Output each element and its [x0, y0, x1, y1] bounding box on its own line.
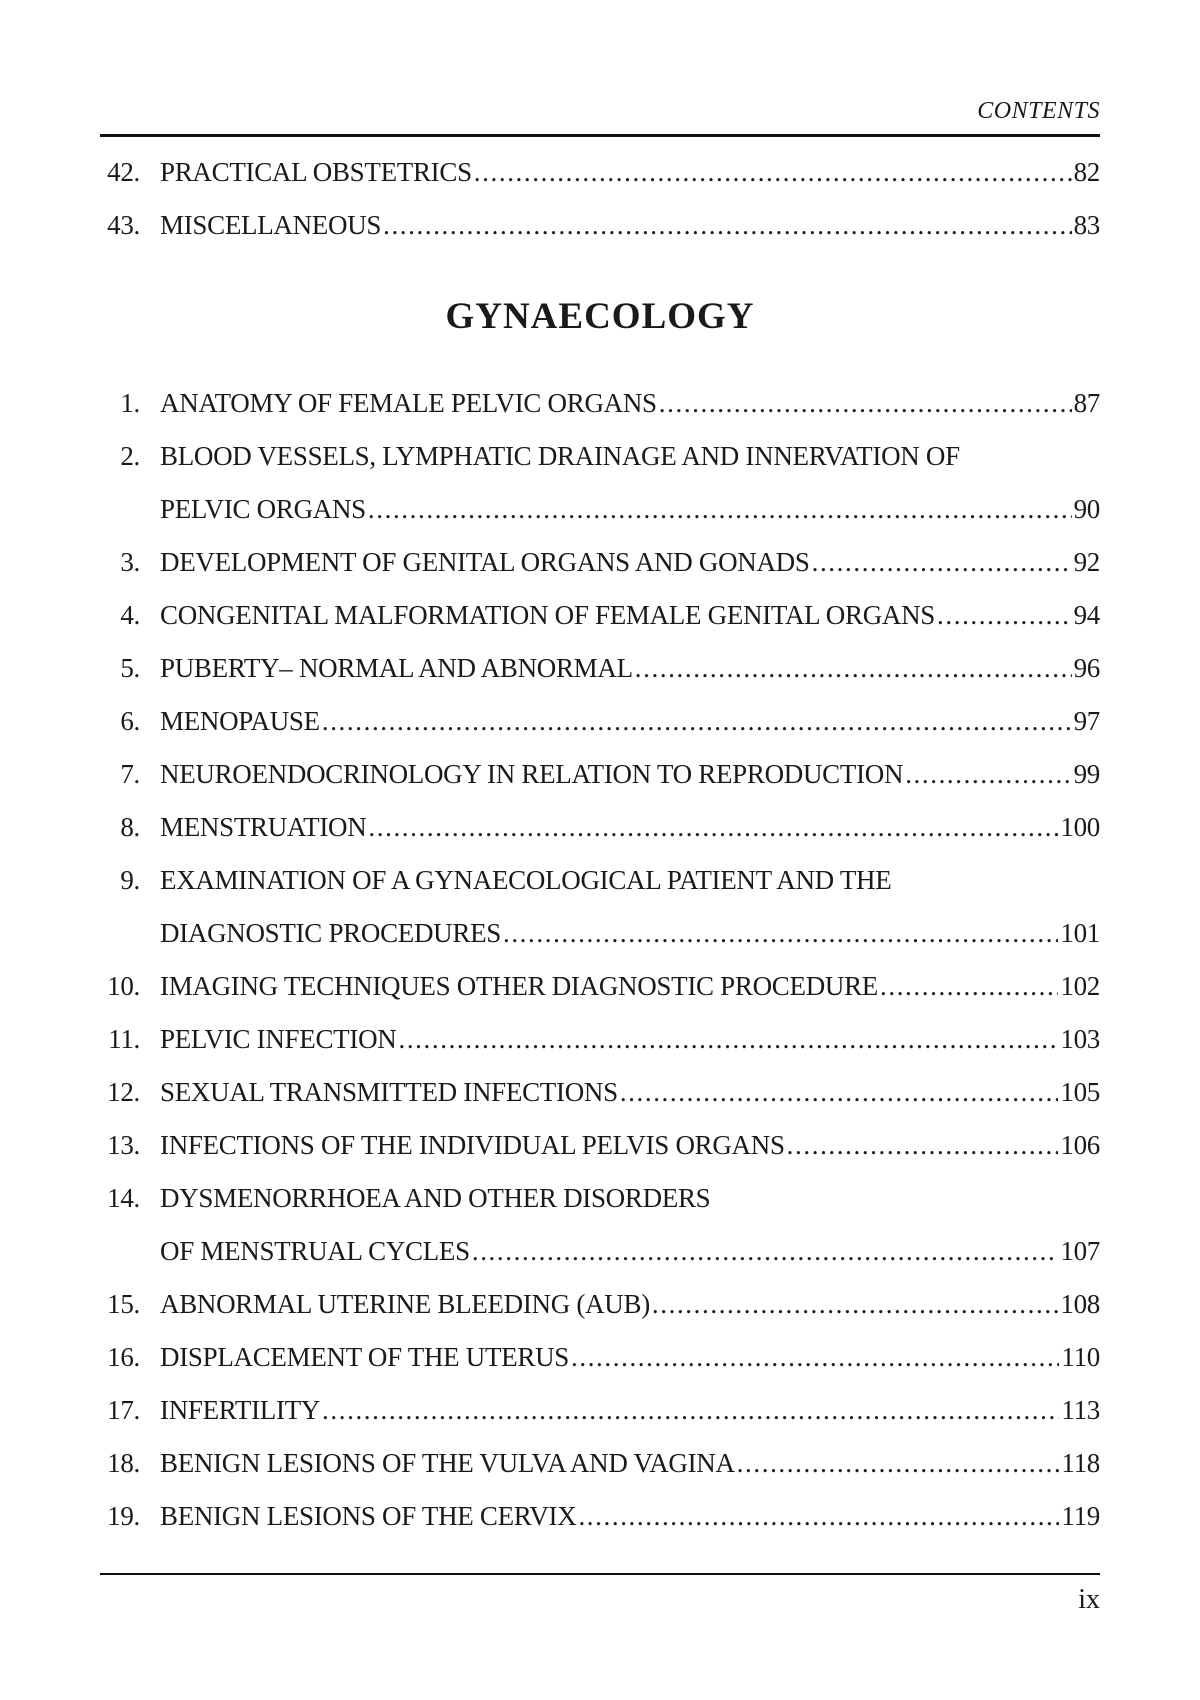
dot-leader	[905, 754, 1071, 794]
toc-entry-number: 1.	[120, 388, 140, 418]
toc-entry-page: 118	[1061, 1448, 1100, 1478]
dot-leader	[635, 648, 1072, 688]
toc-entry-number: 4.	[120, 600, 140, 630]
toc-entry-title: DIAGNOSTIC PROCEDURES	[160, 918, 501, 948]
dot-leader	[578, 1496, 1059, 1536]
toc-entry-title: CONGENITAL MALFORMATION OF FEMALE GENITAL ORGANS	[160, 600, 936, 630]
dot-leader	[880, 966, 1058, 1006]
toc-entry[interactable]	[100, 595, 1100, 635]
toc-entry[interactable]	[100, 1178, 1100, 1218]
toc-entry[interactable]	[100, 701, 1100, 741]
toc-entry-title: ANATOMY OF FEMALE PELVIC ORGANS	[160, 388, 657, 418]
toc-entry[interactable]	[100, 205, 1100, 245]
toc-entry-title: PELVIC INFECTION	[160, 1024, 397, 1054]
toc-entry-page: 82	[1073, 157, 1100, 187]
toc-entry-title: OF MENSTRUAL CYCLES	[160, 1236, 470, 1266]
toc-entry[interactable]	[100, 1125, 1100, 1165]
toc-entry-title: MENOPAUSE	[160, 706, 320, 736]
toc-entry-title: PRACTICAL OBSTETRICS	[160, 157, 472, 187]
toc-entry-number: 17.	[107, 1395, 140, 1425]
toc-entry-number: 2.	[120, 441, 140, 471]
dot-leader	[812, 542, 1072, 582]
toc-entry-title: SEXUAL TRANSMITTED INFECTIONS	[160, 1077, 618, 1107]
toc-entry-number: 42.	[107, 157, 140, 187]
toc-entry[interactable]	[100, 383, 1100, 423]
toc-entry-number: 6.	[120, 706, 140, 736]
toc-entry[interactable]	[100, 807, 1100, 847]
toc-entry-number: 18.	[107, 1448, 140, 1478]
toc-entry[interactable]	[100, 1072, 1100, 1112]
toc-entry-page: 97	[1073, 706, 1100, 736]
dot-leader	[474, 152, 1072, 192]
toc-entry-title: DISPLACEMENT OF THE UTERUS	[160, 1342, 569, 1372]
footer-rule	[100, 1573, 1100, 1575]
toc-entry-title: NEUROENDOCRINOLOGY IN RELATION TO REPRODUCTION	[160, 759, 904, 789]
toc-entry-page: 96	[1073, 653, 1100, 683]
dot-leader	[322, 701, 1072, 741]
toc-entry-page: 103	[1060, 1024, 1100, 1054]
toc-entry-number: 43.	[107, 210, 140, 240]
toc-entry-title: PUBERTY– NORMAL AND ABNORMAL	[160, 653, 633, 683]
toc-entry[interactable]	[100, 152, 1100, 192]
toc-entry-title: MENSTRUATION	[160, 812, 367, 842]
toc-entry-page: 106	[1060, 1130, 1100, 1160]
dot-leader	[398, 1019, 1058, 1059]
toc-entry-page: 102	[1060, 971, 1100, 1001]
dot-leader	[787, 1125, 1059, 1165]
dot-leader	[652, 1284, 1058, 1324]
toc-entry-page: 110	[1061, 1342, 1100, 1372]
toc-entry-title: IMAGING TECHNIQUES OTHER DIAGNOSTIC PROCEDURE	[160, 971, 878, 1001]
toc-entry-number: 14.	[107, 1183, 140, 1213]
toc-entry-number: 9.	[120, 865, 140, 895]
dot-leader	[368, 807, 1058, 847]
toc-entry[interactable]	[100, 436, 1100, 476]
toc-entry-title: EXAMINATION OF A GYNAECOLOGICAL PATIENT AND THE	[160, 865, 892, 895]
toc-entry[interactable]	[100, 1443, 1100, 1483]
toc-entry[interactable]	[100, 648, 1100, 688]
toc-entry-title: INFECTIONS OF THE INDIVIDUAL PELVIS ORGANS	[160, 1130, 785, 1160]
dot-leader	[472, 1231, 1059, 1271]
toc-entry-page: 99	[1073, 759, 1100, 789]
toc-entry-title: INFERTILITY	[160, 1395, 321, 1425]
toc-entry[interactable]	[100, 1019, 1100, 1059]
toc-entry-number: 15.	[107, 1289, 140, 1319]
toc-entry-number: 7.	[120, 759, 140, 789]
dot-leader	[620, 1072, 1059, 1112]
toc-entry[interactable]	[100, 966, 1100, 1006]
toc-entry-title: BLOOD VESSELS, LYMPHATIC DRAINAGE AND INNERVATION OF	[160, 441, 960, 471]
toc-entry-page: 107	[1060, 1236, 1100, 1266]
toc-entry-title: PELVIC ORGANS	[160, 494, 366, 524]
toc-entry[interactable]	[100, 754, 1100, 794]
toc-entry-number: 8.	[120, 812, 140, 842]
toc-entry-page: 101	[1060, 918, 1100, 948]
toc-entry-continuation[interactable]	[100, 1231, 1100, 1271]
toc-entry-number: 13.	[107, 1130, 140, 1160]
toc-entry-title: ABNORMAL UTERINE BLEEDING (AUB)	[160, 1289, 650, 1319]
dot-leader	[937, 595, 1072, 635]
toc-entry-number: 12.	[107, 1077, 140, 1107]
toc-entry-number: 19.	[107, 1501, 140, 1531]
toc-entry-title: MISCELLANEOUS	[160, 210, 382, 240]
toc-entry-continuation[interactable]	[100, 489, 1100, 529]
toc-entry-page: 90	[1073, 494, 1100, 524]
toc-entry-page: 83	[1073, 210, 1100, 240]
toc-entry-page: 105	[1060, 1077, 1100, 1107]
dot-leader	[383, 205, 1071, 245]
toc-entry[interactable]	[100, 1337, 1100, 1377]
page-number: ix	[1078, 1584, 1100, 1615]
dot-leader	[659, 383, 1072, 423]
dot-leader	[503, 913, 1058, 953]
toc-entry-page: 92	[1073, 547, 1100, 577]
toc-entry[interactable]	[100, 542, 1100, 582]
dot-leader	[322, 1390, 1059, 1430]
section-heading: GYNAECOLOGY	[445, 296, 755, 337]
header-rule	[100, 134, 1100, 137]
toc-entry-page: 113	[1061, 1395, 1100, 1425]
toc-entry-page: 100	[1060, 812, 1100, 842]
toc-entry-title: BENIGN LESIONS OF THE VULVA AND VAGINA	[160, 1448, 735, 1478]
toc-entry-number: 11.	[108, 1024, 140, 1054]
toc-entry-page: 108	[1060, 1289, 1100, 1319]
running-head: CONTENTS	[977, 98, 1100, 124]
toc-entry-number: 5.	[120, 653, 140, 683]
toc-entry[interactable]	[100, 1496, 1100, 1536]
toc-entry[interactable]	[100, 1390, 1100, 1430]
toc-entry-number: 16.	[107, 1342, 140, 1372]
toc-entry-title: DEVELOPMENT OF GENITAL ORGANS AND GONADS	[160, 547, 810, 577]
toc-entry-page: 87	[1073, 388, 1100, 418]
toc-entry-number: 3.	[120, 547, 140, 577]
toc-entry-title: DYSMENORRHOEA AND OTHER DISORDERS	[160, 1183, 711, 1213]
toc-entry-number: 10.	[107, 971, 140, 1001]
toc-entry-title: BENIGN LESIONS OF THE CERVIX	[160, 1501, 577, 1531]
toc-entry-page: 94	[1073, 600, 1100, 630]
toc-entry-continuation[interactable]	[100, 913, 1100, 953]
toc-entry[interactable]	[100, 1284, 1100, 1324]
toc-entry-page: 119	[1061, 1501, 1100, 1531]
dot-leader	[571, 1337, 1059, 1377]
dot-leader	[368, 489, 1072, 529]
dot-leader	[737, 1443, 1060, 1483]
toc-entry[interactable]	[100, 860, 1100, 900]
